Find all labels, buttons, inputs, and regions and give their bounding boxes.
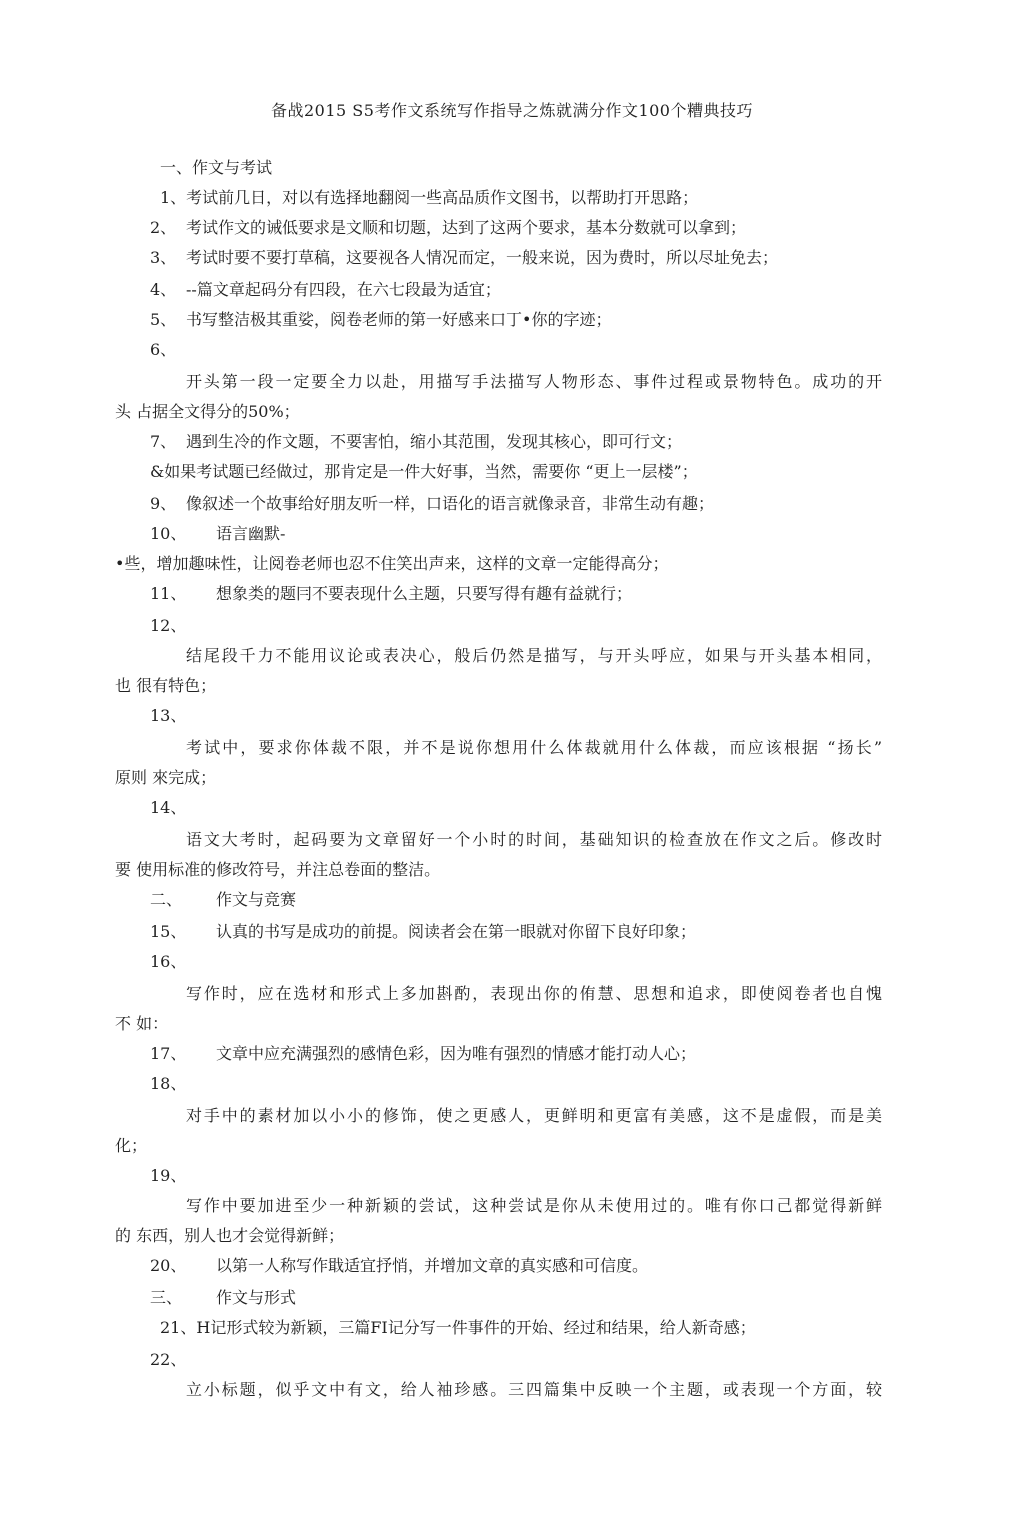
- item-2-number: 2、: [150, 218, 177, 237]
- item-19-text-line-2: 的 东西，别人也才会觉得新鲜；: [115, 1226, 345, 1245]
- item-11-text: 想象类的题冃不要表现什么主题，只要写得有趣有益就行；: [216, 584, 633, 603]
- item-8: &如果考试题已经做过，那肯定是一件大好事，当然，需要你 “更上一层楼”；: [150, 462, 698, 481]
- item-12-text-line-1: 结尾段千力不能用议论或表决心，般后仍然是描写，与开头呼应，如果与开头基本相同，: [186, 646, 882, 665]
- item-18-number: 18、: [150, 1074, 187, 1093]
- item-5-text: 书写整洁极其重娑，阅卷老师的第一好感来口丁•你的字迹；: [186, 310, 612, 329]
- item-4-number: 4、: [150, 280, 177, 299]
- item-14-number: 14、: [150, 798, 187, 817]
- item-7-number: 7、: [150, 432, 177, 451]
- item-2-text: 考试作文的诫低要求是文顺和切题，达到了这两个要求，基本分数就可以拿到；: [186, 218, 747, 237]
- item-4-text: --篇文章起码分有四段，在六七段最为适宜；: [186, 280, 501, 299]
- item-22-number: 22、: [150, 1350, 187, 1369]
- item-16-text-line-2: 不 如：: [115, 1014, 169, 1033]
- item-12-text-line-2: 也 很有特色；: [115, 676, 217, 695]
- item-7-text: 遇到生冷的作文题，不要害怕，缩小其范围，发现其核心，即可行文；: [186, 432, 683, 451]
- item-11-number: 11、: [150, 584, 187, 603]
- item-9-text: 像叙述一个故事给好朋友听一样，口语化的语言就像录音，非常生动有趣；: [186, 494, 715, 513]
- item-19-text-line-1: 写作中要加进至少一种新颖的尝试，这种尝试是你从未使用过的。唯有你口己都觉得新鲜: [186, 1196, 882, 1215]
- item-12-number: 12、: [150, 616, 187, 635]
- item-18-text-line-1: 对手中的素材加以小小的修饰，使之更感人，更鲜明和更富有美感，这不是虚假，而是美: [186, 1106, 882, 1125]
- item-22-text-line-1: 立小标题，似乎文中有文，给人袖珍感。三四篇集中反映一个主题，或表现一个方面，较: [186, 1380, 882, 1399]
- item-6-text-line-1: 开头第一段一定要全力以赴，用描写手法描写人物形态、事件过程或景物特色。成功的开: [186, 372, 882, 391]
- item-6-text-line-2: 头 占据全文得分的50%；: [115, 402, 300, 421]
- item-14-text-line-2: 要 使用标准的修改符号，并注总卷面的整洁。: [115, 860, 441, 879]
- item-17-text: 文章中应充满强烈的感情色彩，因为唯有强烈的情感才能打动人心；: [216, 1044, 697, 1063]
- section-heading-1: 一、作文与考试: [160, 158, 273, 177]
- item-16-number: 16、: [150, 952, 187, 971]
- item-13-number: 13、: [150, 706, 187, 725]
- item-17-number: 17、: [150, 1044, 187, 1063]
- item-9-number: 9、: [150, 494, 177, 513]
- section-heading-2-text: 作文与竞赛: [216, 890, 297, 909]
- document-title: 备战2015 S5考作文系统写作指导之炼就满分作文100个糟典技巧: [271, 101, 753, 120]
- section-heading-3-number: 三、: [150, 1288, 183, 1307]
- item-5-number: 5、: [150, 310, 177, 329]
- item-15-text: 认真的书写是成功的前提。阅读者会在第一眼就对你留下良好印象；: [216, 922, 697, 941]
- item-10-text-line-2: •些，增加趣味性，让阅卷老师也忍不住笑出声来，这样的文章一定能得高分；: [115, 554, 669, 573]
- item-14-text-line-1: 语文大考时，起码要为文章留好一个小时的时间，基础知识的检查放在作文之后。修改时: [186, 830, 882, 849]
- item-16-text-line-1: 写作时，应在选材和形式上多加斟酌，表现出你的侑慧、思想和追求，即使阅卷者也自愧: [186, 984, 882, 1003]
- item-10-text: 语言幽默-: [216, 524, 286, 543]
- item-1: 1、考试前几日，对以有选择地翻阅一些高品质作文图书，以帮助打开思路；: [160, 188, 699, 207]
- item-10-number: 10、: [150, 524, 187, 543]
- item-3-text: 考试时要不要打草稿，这要视各人情况而定，一般来说，因为费时，所以尽址免去；: [186, 248, 779, 267]
- item-20-text: 以第一人称写作戢适宜抒悄，并增加文章的真实感和可信度。: [216, 1256, 649, 1275]
- section-heading-3-text: 作文与形式: [216, 1288, 297, 1307]
- item-20-number: 20、: [150, 1256, 187, 1275]
- item-19-number: 19、: [150, 1166, 187, 1185]
- item-18-text-line-2: 化；: [115, 1136, 148, 1155]
- item-21: 21、H记形式较为新颖，三篇FI记分写一件事件的开始、经过和结果，给人新奇感；: [160, 1318, 756, 1337]
- item-13-text-line-2: 原则 來完成；: [115, 768, 217, 787]
- item-15-number: 15、: [150, 922, 187, 941]
- item-6-number: 6、: [150, 340, 177, 359]
- item-13-text-line-1: 考试中，要求你体裁不限，并不是说你想用什么体裁就用什么体裁，而应该根据 “扬长”: [186, 738, 882, 757]
- section-heading-2-number: 二、: [150, 890, 183, 909]
- item-3-number: 3、: [150, 248, 177, 267]
